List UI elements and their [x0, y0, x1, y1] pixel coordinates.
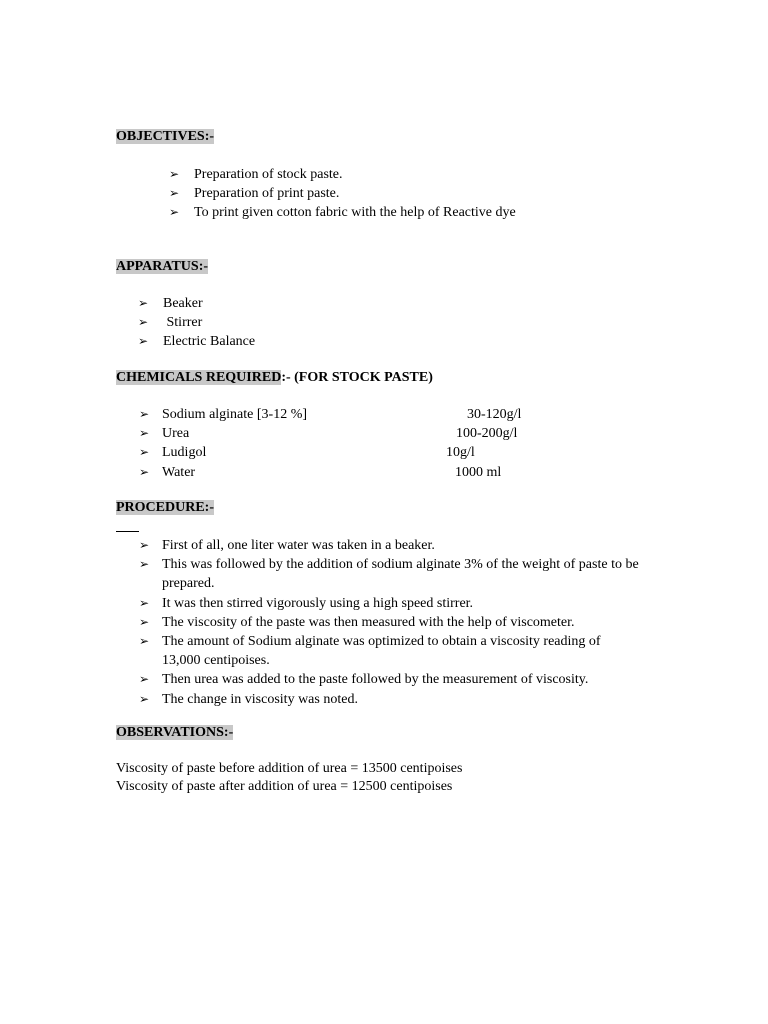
arrow-bullet-icon: ➢: [139, 407, 150, 421]
list-item: ➢ This was followed by the addition of sodium alginate 3% of the weight of paste to be prepared.: [139, 557, 639, 592]
list-item: ➢ First of all, one liter water was taken in a beaker.: [139, 536, 639, 555]
chemical-name: Sodium alginate [3-12 %]: [162, 407, 308, 422]
arrow-bullet-icon: ➢: [139, 557, 150, 572]
arrow-bullet-icon: ➢: [139, 426, 150, 441]
list-item: ➢ Preparation of stock paste.: [169, 165, 589, 184]
list-item: [139, 424, 589, 443]
chemical-value: 100-200g/l: [456, 426, 518, 442]
observation-line: Viscosity of paste after addition of urea = 12500 centipoises: [116, 779, 453, 794]
observations-heading-text: OBSERVATIONS:-: [116, 725, 234, 740]
chemical-value: 1000 ml: [455, 464, 502, 480]
procedure-list: [139, 536, 639, 709]
chemicals-heading: [116, 369, 433, 387]
arrow-bullet-icon: ➢: [139, 464, 150, 479]
arrow-bullet-icon: ➢: [139, 614, 150, 629]
chemical-name: Water: [162, 464, 196, 480]
apparatus-heading: [116, 258, 208, 276]
procedure-heading-text: PROCEDURE:-: [116, 500, 214, 515]
objectives-heading: [116, 128, 214, 146]
list-item: ➢ Then urea was added to the paste followed by the measurement of viscosity.: [139, 670, 639, 689]
list-item: [139, 463, 589, 482]
list-item: ➢ Stirrer: [138, 313, 438, 332]
arrow-bullet-icon: ➢: [169, 186, 180, 201]
arrow-bullet-icon: ➢: [138, 334, 149, 349]
arrow-bullet-icon: ➢: [169, 167, 180, 181]
arrow-bullet-icon: ➢: [139, 672, 150, 687]
objectives-list: [169, 165, 589, 223]
list-item: ➢ The amount of Sodium alginate was optimized to obtain a viscosity reading of 13,000 centipoises.: [139, 634, 601, 669]
apparatus-heading-text: APPARATUS:-: [116, 259, 209, 274]
list-item: ➢ Preparation of print paste.: [169, 184, 589, 203]
list-item: ➢ The viscosity of the paste was then measured with the help of viscometer.: [139, 613, 639, 632]
procedure-underline: [116, 531, 139, 532]
observation-line: Viscosity of paste before addition of urea = 13500 centipoises: [116, 761, 463, 776]
chemicals-heading-highlight: CHEMICALS REQUIRED: [116, 370, 282, 385]
chemical-name: Ludigol: [162, 445, 207, 461]
arrow-bullet-icon: ➢: [139, 634, 150, 649]
arrow-bullet-icon: ➢: [169, 205, 180, 220]
arrow-bullet-icon: ➢: [139, 445, 150, 460]
arrow-bullet-icon: ➢: [139, 691, 150, 706]
apparatus-list: [138, 294, 438, 352]
chemical-name: Urea: [162, 426, 190, 442]
chemicals-list: [139, 405, 589, 482]
list-item: ➢ To print given cotton fabric with the help of Reactive dye: [169, 203, 589, 222]
arrow-bullet-icon: ➢: [138, 315, 149, 330]
observations-heading: [116, 724, 233, 742]
objectives-heading-text: OBJECTIVES:-: [116, 129, 215, 144]
arrow-bullet-icon: ➢: [138, 296, 149, 310]
list-item: ➢ It was then stirred vigorously using a high speed stirrer.: [139, 594, 639, 613]
list-item: ➢ Beaker: [138, 294, 438, 313]
arrow-bullet-icon: ➢: [139, 538, 150, 552]
list-item: [139, 443, 589, 462]
chemical-value: 10g/l: [446, 445, 475, 461]
procedure-heading: [116, 499, 214, 517]
list-item: [139, 405, 589, 424]
chemical-value: 30-120g/l: [467, 407, 522, 422]
list-item: ➢ Electric Balance: [138, 332, 438, 351]
arrow-bullet-icon: ➢: [139, 595, 150, 610]
list-item: ➢ The change in viscosity was noted.: [139, 690, 639, 709]
chemicals-heading-rest: :- (FOR STOCK PASTE): [281, 370, 433, 385]
